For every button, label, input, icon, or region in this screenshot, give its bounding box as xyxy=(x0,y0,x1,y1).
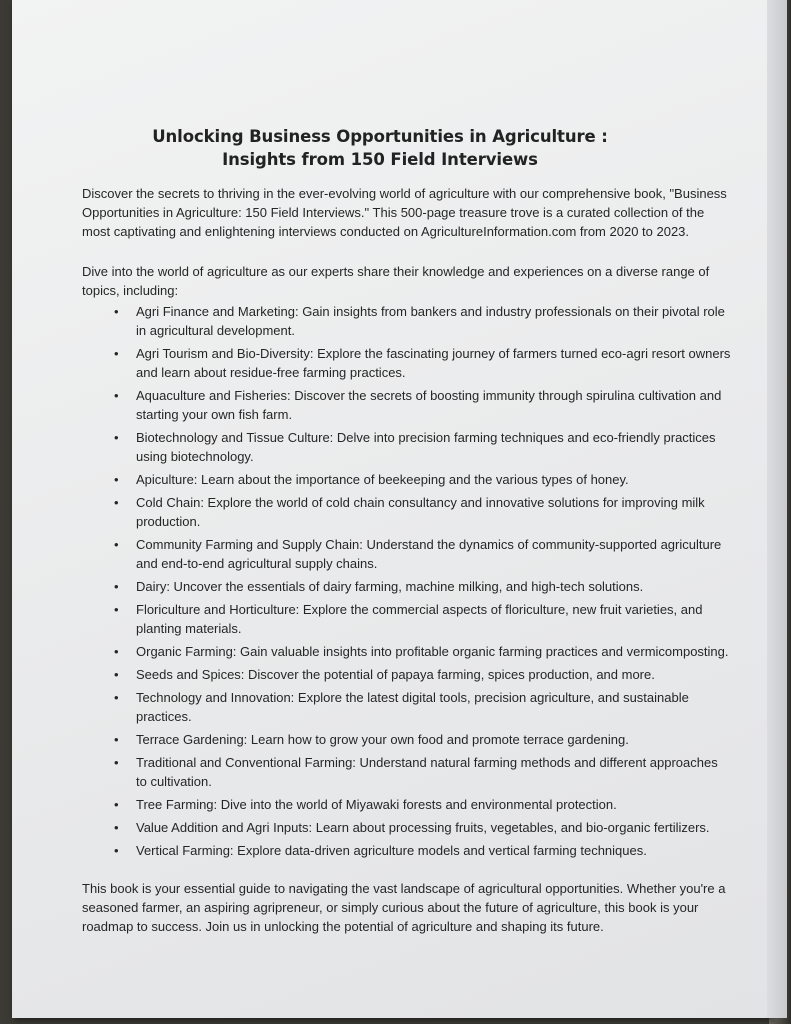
list-item: • Apiculture: Learn about the importance of beekeeping and the various types of honey. xyxy=(109,470,731,489)
list-item: • Biotechnology and Tissue Culture: Delve into precision farming techniques and eco-friendly practices using biotechnology. xyxy=(109,428,731,466)
list-item: • Aquaculture and Fisheries: Discover the secrets of boosting immunity through spirulina cultivation and starting your own fish farm. xyxy=(109,386,731,424)
book-spine-edge xyxy=(767,0,787,1018)
list-item: • Seeds and Spices: Discover the potential of papaya farming, spices production, and more. xyxy=(109,665,731,684)
list-item: • Technology and Innovation: Explore the latest digital tools, precision agriculture, and sustainable practices. xyxy=(109,688,731,726)
list-item: • Agri Finance and Marketing: Gain insights from bankers and industry professionals on their pivotal role in agricultural development. xyxy=(109,302,731,340)
topics-list xyxy=(109,302,731,864)
closing-paragraph: This book is your essential guide to navigating the vast landscape of agricultural opportunities. Whether you're a seasoned farmer, an aspiring agripreneur, or simply curious about the future of agriculture, this book is your roadmap to success. Join us in unlocking the potential of agriculture and shaping its future. xyxy=(82,881,726,934)
list-item: • Vertical Farming: Explore data-driven agriculture models and vertical farming techniques. xyxy=(109,841,731,860)
list-item: • Organic Farming: Gain valuable insights into profitable organic farming practices and vermicomposting. xyxy=(109,642,731,661)
list-item: • Terrace Gardening: Learn how to grow your own food and promote terrace gardening. xyxy=(109,730,731,749)
intro-paragraph: Discover the secrets to thriving in the ever-evolving world of agriculture with our comprehensive book, "Business Opportunities in Agriculture: 150 Field Interviews." This 500-page treasure trove is a curated collection of the most captivating and enlightening interviews conducted on AgricultureInformation.com from 2020 to 2023. xyxy=(82,186,727,239)
list-item: • Cold Chain: Explore the world of cold chain consultancy and innovative solutions for improving milk production. xyxy=(109,493,731,531)
list-item: • Dairy: Uncover the essentials of dairy farming, machine milking, and high-tech solutions. xyxy=(109,577,731,596)
title-line-2: Insights from 150 Field Interviews xyxy=(222,150,538,169)
list-item: • Community Farming and Supply Chain: Understand the dynamics of community-supported agriculture and end-to-end agricultural supply chains. xyxy=(109,535,731,573)
list-item: • Agri Tourism and Bio-Diversity: Explore the fascinating journey of farmers turned eco-agri resort owners and learn about residue-free farming practices. xyxy=(109,344,731,382)
book-title xyxy=(60,125,700,171)
list-item: • Value Addition and Agri Inputs: Learn about processing fruits, vegetables, and bio-organic fertilizers. xyxy=(109,818,731,837)
topics-intro-paragraph: Dive into the world of agriculture as our experts share their knowledge and experiences on a diverse range of topics, including: xyxy=(82,264,710,298)
list-item: • Traditional and Conventional Farming: Understand natural farming methods and different approaches to cultivation. xyxy=(109,753,731,791)
list-item: • Tree Farming: Dive into the world of Miyawaki forests and environmental protection. xyxy=(109,795,731,814)
title-line-1: Unlocking Business Opportunities in Agriculture : xyxy=(152,127,608,146)
list-item: • Floriculture and Horticulture: Explore the commercial aspects of floriculture, new fruit varieties, and planting materials. xyxy=(109,600,731,638)
